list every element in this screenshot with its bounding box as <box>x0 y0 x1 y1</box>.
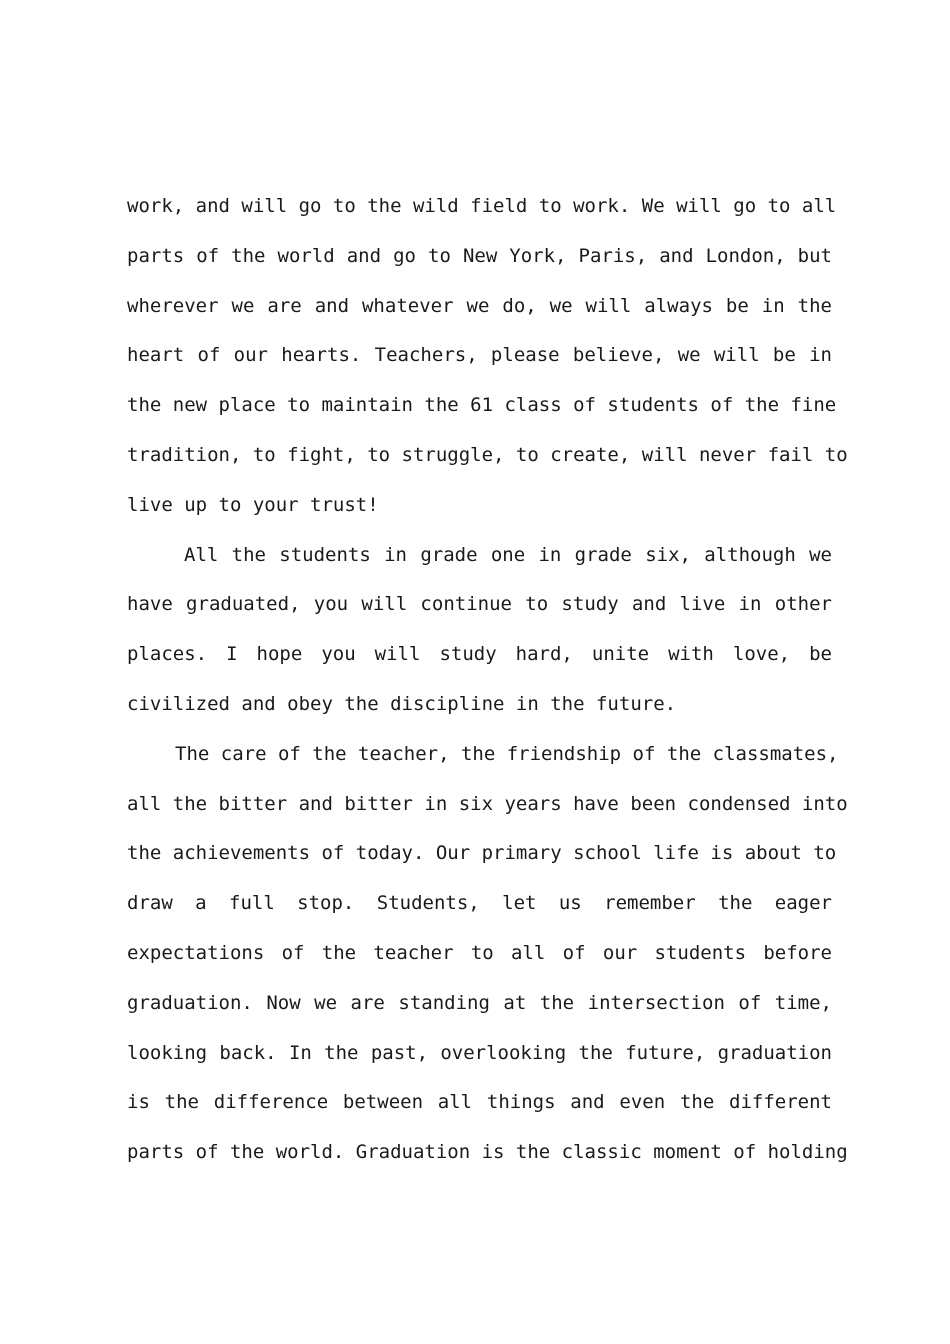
text-line: heart of our hearts. Teachers, please believe, we will be in <box>127 344 832 367</box>
text-line: the achievements of today. Our primary school life is about to <box>127 842 837 865</box>
text-line: places. I hope you will study hard, unite with love, be <box>127 643 832 666</box>
paragraph-1 <box>127 182 848 531</box>
text-line: parts of the world. Graduation is the classic moment of holding <box>127 1141 848 1164</box>
text-line: live up to your trust! <box>127 493 379 516</box>
text-line: work, and will go to the wild field to work. We will go to all <box>127 195 837 217</box>
text-line: All the students in grade one in grade six, although we <box>184 543 832 566</box>
text-line: the new place to maintain the 61 class of students of the fine <box>127 394 837 417</box>
text-line: tradition, to fight, to struggle, to create, will never fail to <box>127 443 848 466</box>
text-line: all the bitter and bitter in six years have been condensed into <box>127 792 848 815</box>
text-line: looking back. In the past, overlooking the future, graduation <box>127 1041 832 1064</box>
text-line: wherever we are and whatever we do, we will always be in the <box>127 294 832 317</box>
text-line: The care of the teacher, the friendship of the classmates, <box>175 742 839 765</box>
text-line: expectations of the teacher to all of our students before <box>127 941 832 964</box>
text-line: civilized and obey the discipline in the future. <box>127 692 677 715</box>
text-line: is the difference between all things and even the different <box>127 1091 832 1114</box>
text-line: graduation. Now we are standing at the intersection of time, <box>127 991 832 1014</box>
text-line: have graduated, you will continue to study and live in other <box>127 593 832 616</box>
text-line: parts of the world and go to New York, Paris, and London, but <box>127 244 832 267</box>
paragraph-2 <box>127 531 832 730</box>
body-text <box>127 182 848 1178</box>
text-line: draw a full stop. Students, let us remember the eager <box>127 892 832 915</box>
paragraph-3 <box>127 730 848 1178</box>
